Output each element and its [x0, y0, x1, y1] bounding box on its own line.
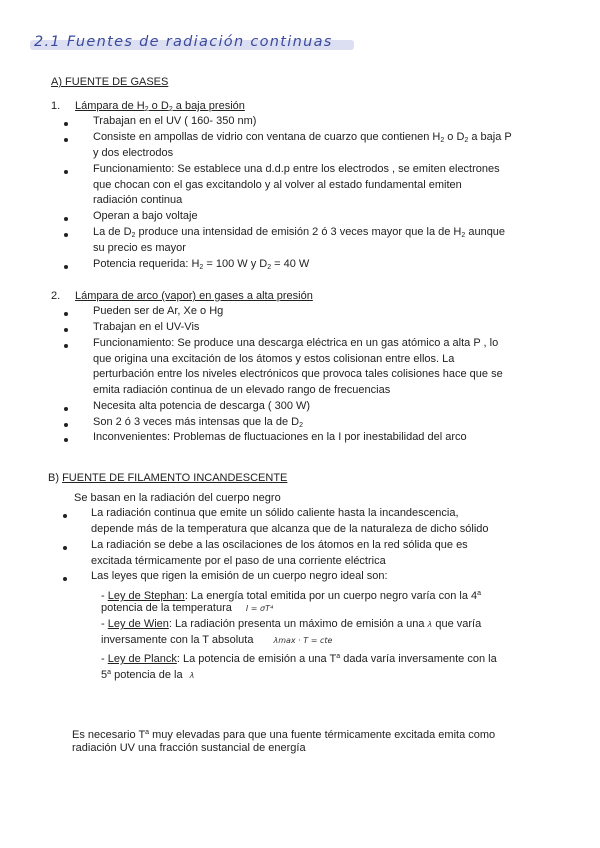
item1-bullet4: Operan a bajo voltaje: [93, 210, 198, 222]
b-bullet1-line1: La radiación continua que emite un sólido caliente hasta la incandescencia,: [91, 507, 459, 519]
item1-number: 1.: [51, 100, 61, 112]
law-wien: - Ley de Wien: La radiación presenta un máximo de emisión a una λ que varía: [101, 618, 482, 630]
bullet: [64, 265, 68, 269]
bullet: [64, 170, 68, 174]
item1-bullet5-line2: su precio es mayor: [93, 242, 186, 254]
bullet: [63, 514, 67, 518]
b-bullet2-line2: excitada térmicamente por el paso de una corriente eléctrica: [91, 555, 386, 567]
item2-number: 2.: [51, 290, 61, 302]
section-b-intro: Se basan en la radiación del cuerpo negro: [74, 492, 281, 504]
law-wien-line2: inversamente con la T absoluta λmax · T = cte: [101, 634, 333, 646]
closing-line2: radiación UV una fracción sustancial de energía: [72, 742, 306, 754]
item1-bullet2: Consiste en ampollas de vidrio con ventana de cuarzo que contienen $H_2$ o $D_2$ a baja P: [93, 131, 512, 144]
bullet: [64, 233, 68, 237]
bullet: [64, 122, 68, 126]
item2-bullet2: Trabajan en el UV-Vis: [93, 321, 200, 333]
item2-title: Lámpara de arco (vapor) en gases a alta presión: [75, 290, 313, 302]
wien-handwritten-formula: λmax · T = cte: [273, 636, 333, 645]
bullet: [64, 423, 68, 427]
item2-bullet3-line4: emita radiación continua de un elevado rango de frecuencias: [93, 384, 391, 396]
bullet: [63, 577, 67, 581]
bullet: [64, 344, 68, 348]
item1-bullet1: Trabajan en el UV ( 160- 350 nm): [93, 115, 257, 127]
b-bullet3: Las leyes que rigen la emisión de un cuerpo negro ideal son:: [91, 570, 388, 582]
law-planck: - Ley de Planck: La potencia de emisión a una $T^a$ dada varía inversamente con la: [101, 653, 497, 665]
item1-bullet3-line1: Funcionamiento: Se establece una d.d.p entre los electrodos , se emiten electrones: [93, 163, 500, 175]
section-b-heading: B) FUENTE DE FILAMENTO INCANDESCENTE: [48, 472, 288, 484]
b-bullet2-line1: La radiación se debe a las oscilaciones de los átomos en la red sólida que es: [91, 539, 468, 551]
law-stephan: - Ley de Stephan: La energía total emitida por un cuerpo negro varía con la 4$^a$: [101, 590, 482, 602]
bullet: [64, 438, 68, 442]
item2-bullet4: Necesita alta potencia de descarga ( 300 W): [93, 400, 311, 412]
item2-bullet5: Son 2 ó 3 veces más intensas que la de $D_2$: [93, 416, 303, 429]
bullet: [64, 312, 68, 316]
item2-bullet1: Pueden ser de Ar, Xe o Hg: [93, 305, 224, 317]
bullet: [64, 138, 68, 142]
b-bullet1-line2: depende más de la temperatura que alcanza que de la naturaleza de dicho sólido: [91, 523, 489, 535]
item1-title: Lámpara de $H_2$ o $D_2$ a baja presión: [75, 100, 245, 113]
item1-bullet2-line2: y dos electrodos: [93, 147, 174, 159]
bullet: [64, 217, 68, 221]
item1-bullet3-line3: radiación continua: [93, 194, 183, 206]
stephan-handwritten-formula: I = σT⁴: [245, 604, 274, 613]
bullet: [63, 546, 67, 550]
item2-bullet3-line2: que origina una excitación de los átomos y estos colisionan entre ellos. La: [93, 353, 455, 365]
closing-line1: Es necesario $T^a$ muy elevadas para que una fuente térmicamente excitada emita como: [72, 729, 496, 741]
item2-bullet6: Inconvenientes: Problemas de fluctuaciones en la I por inestabilidad del arco: [93, 431, 467, 443]
section-a-heading: A) FUENTE DE GASES: [51, 76, 169, 88]
item1-bullet5: La de $D_2$ produce una intensidad de emisión 2 ó 3 veces mayor que la de $H_2$ aunque: [93, 226, 506, 239]
page-title: 2.1 Fuentes de radiación continuas: [34, 34, 333, 50]
item1-bullet3-line2: que chocan con el gas excitandolo y al volver al estado fundamental emiten: [93, 179, 462, 191]
law-stephan-line2: potencia de la temperatura I = σT⁴: [101, 602, 274, 614]
bullet: [64, 407, 68, 411]
item2-bullet3-line1: Funcionamiento: Se produce una descarga eléctrica en un gas atómico a alta P , lo: [93, 337, 499, 349]
law-planck-line2: 5$^a$ potencia de la λ: [101, 669, 195, 681]
item1-bullet6: Potencia requerida: $H_2 = 100$ W y $D_2 = 40$ W: [93, 258, 310, 271]
item2-bullet3-line3: perturbación entre los niveles electrónicos que provoca tales colisiones hace que se: [93, 368, 503, 380]
bullet: [64, 328, 68, 332]
